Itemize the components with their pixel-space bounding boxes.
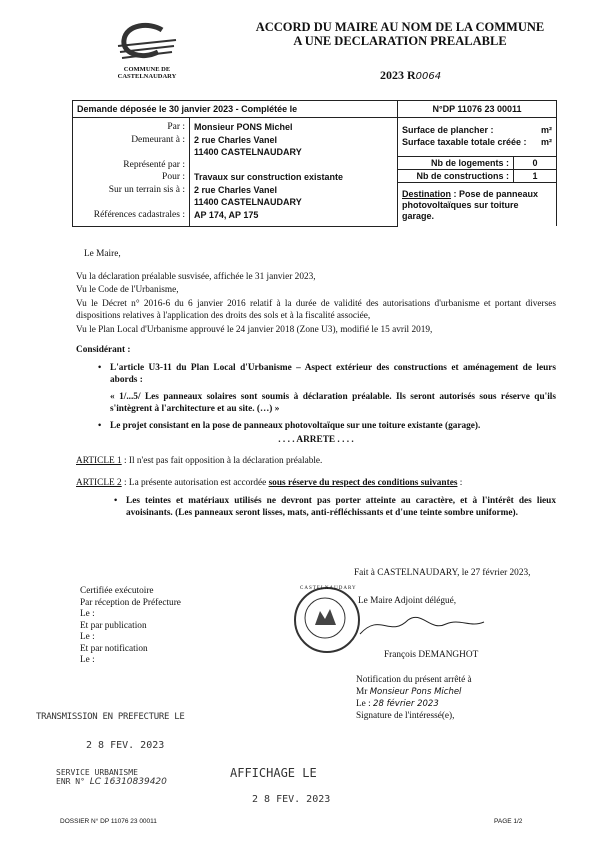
value-demeurant-street: 2 rue Charles Vanel: [194, 134, 278, 145]
value-represente: [194, 159, 393, 172]
notification-block: [356, 674, 472, 722]
article-2: [76, 477, 556, 490]
certif-le-2: Le :: [80, 632, 95, 642]
considerant: Considérant :: [76, 345, 131, 355]
certif-executoire: Certifiée exécutoire: [80, 586, 154, 596]
value-demeurant-city: 11400 CASTELNAUDARY: [194, 147, 302, 157]
vu-declaration: Vu la déclaration préalable susvisée, affichée le 31 janvier 2023,: [76, 271, 316, 282]
stamp-transmission: TRANSMISSION EN PREFECTURE LE: [36, 712, 185, 722]
surfaces-cell: [398, 118, 557, 227]
stamp-transmission-date: 2 8 FEV. 2023: [86, 740, 165, 751]
surfaces-table: [398, 124, 556, 148]
certif-publication: Et par publication: [80, 620, 147, 631]
nb-constructions-value: 1: [514, 170, 557, 183]
article-quote: « 1/...5/ Les panneaux solaires sont soumis à déclaration préalable. Ils seront autorisés sous réserve qu'ils s'intègrent à l'architecture et au site. (…) »: [110, 391, 556, 414]
demande-date: Demande déposée le 30 janvier 2023 - Complétée le: [73, 101, 398, 118]
nb-logements-label: Nb de logements :: [398, 157, 514, 170]
title-line1: ACCORD DU MAIRE AU NOM DE LA COMMUNE: [255, 20, 545, 34]
footer-dossier: DOSSIER N° DP 11076 23 00011: [60, 818, 157, 825]
label-references: Références cadastrales :: [93, 209, 185, 220]
maire-adjoint: Le Maire Adjoint délégué,: [358, 596, 457, 606]
value-references: AP 174, AP 175: [194, 209, 259, 220]
article-1-label: ARTICLE 1: [76, 455, 122, 466]
certification-block: [80, 586, 181, 667]
signatory-name: François DEMANGHOT: [384, 650, 479, 660]
destination: [398, 183, 556, 226]
commune-line2: CASTELNAUDARY: [117, 73, 177, 80]
vu-code: Vu le Code de l'Urbanisme,: [76, 285, 179, 295]
surface-plancher-label: Surface de plancher :: [402, 125, 494, 135]
le-maire: Le Maire,: [84, 249, 121, 259]
article-1: [76, 455, 556, 468]
seal-emblem-icon: [296, 589, 354, 647]
certif-le-3: Le :: [80, 655, 95, 665]
notification-mr: Mr: [356, 687, 368, 697]
considerant-projet: • Le projet consistant en la pose de panneaux photovoltaïque sur une toiture existante (garage).: [96, 420, 556, 433]
article-2-end: :: [457, 478, 463, 488]
article-2-conditions: sous réserve du respect des conditions suivantes: [268, 478, 458, 488]
stamp-enr-number: LC 16310839420: [89, 777, 167, 787]
values-cell: [190, 118, 398, 227]
decision-body: [76, 248, 556, 521]
label-demeurant: Demeurant à :: [131, 134, 185, 145]
certif-prefecture: Par réception de Préfecture: [80, 597, 181, 608]
considerant-article: • L'article U3-11 du Plan Local d'Urbanisme – Aspect extérieur des constructions et aménagement de leurs abords :: [96, 362, 556, 387]
surface-taxable: [398, 136, 556, 148]
notification-recipient: Monsieur Pons Michel: [369, 687, 462, 697]
article-2-label: ARTICLE 2: [76, 478, 122, 488]
surface-plancher-unit: m²: [541, 125, 552, 135]
application-table: [72, 100, 557, 227]
stamp-affichage: AFFICHAGE LE: [230, 766, 317, 780]
label-represente: Représenté par :: [123, 159, 185, 170]
surface-taxable-unit: m²: [541, 137, 552, 147]
nb-logements-value: 0: [514, 157, 557, 170]
decision-handwritten: 0064: [415, 71, 442, 82]
value-terrain-city: 11400 CASTELNAUDARY: [194, 197, 302, 207]
surface-taxable-label: Surface taxable totale créée :: [402, 137, 527, 147]
decision-prefix: 2023 R: [380, 68, 416, 82]
commune-line1: COMMUNE DE: [123, 66, 171, 73]
dossier-number: N°DP 11076 23 00011: [398, 101, 557, 118]
article-1-text: : Il n'est pas fait opposition à la déclaration préalable.: [121, 455, 323, 466]
decision-number: [380, 68, 441, 83]
title-line2: A UNE DECLARATION PREALABLE: [293, 34, 507, 48]
notification-line: Notification du présent arrêté à: [356, 675, 472, 685]
label-pour: Pour :: [162, 172, 185, 182]
stamp-affichage-date: 2 8 FEV. 2023: [252, 794, 331, 805]
article-2-text: : La présente autorisation est accordée: [121, 478, 269, 488]
condition-teintes: • Les teintes et matériaux utilisés ne devront pas porter atteinte au caractère, et à l'intérêt des lieux avoisinants. (Les panneaux seront lisses, mats, anti-réfléchissants et d'une teinte sombre uniforme).: [112, 495, 556, 520]
value-terrain-street: 2 rue Charles Vanel: [194, 184, 278, 195]
fait-a: Fait à CASTELNAUDARY, le 27 février 2023,: [354, 568, 531, 578]
notification-le: Le :: [356, 699, 371, 709]
mayor-signature: [350, 610, 490, 640]
counts-table: [398, 156, 556, 183]
commune-logo: [112, 22, 182, 72]
labels-cell: [73, 118, 190, 227]
vu-decret: Vu le Décret n° 2016-6 du 6 janvier 2016 relatif à la durée de validité des autorisations d'urbanisme et portant diverses dispositions relatives à l'application des droits des sols et à la fiscalité associée,: [76, 298, 556, 321]
footer-page: PAGE 1/2: [494, 818, 523, 825]
surface-plancher: [398, 124, 556, 136]
certif-le-1: Le :: [80, 609, 95, 619]
vu-plu: Vu le Plan Local d'Urbanisme approuvé le 24 janvier 2018 (Zone U3), modifié le 15 avril 2019,: [76, 324, 433, 335]
destination-text: : Pose de panneaux photovoltaïques sur toiture garage.: [402, 189, 539, 221]
certif-notification: Et par notification: [80, 643, 148, 654]
label-par: Par :: [167, 122, 185, 132]
label-terrain: Sur un terrain sis à :: [108, 184, 185, 195]
value-par: Monsieur PONS Michel: [194, 122, 293, 132]
value-pour: Travaux sur construction existante: [194, 172, 344, 182]
stamp-service: [56, 768, 167, 787]
commune-name: [112, 66, 182, 80]
document-title: [240, 20, 560, 48]
seal-text: CASTELNAUDARY: [300, 586, 357, 591]
nb-constructions-label: Nb de constructions :: [398, 170, 514, 183]
arrete-heading: . . . . ARRETE . . . .: [278, 435, 354, 445]
stamp-service-label: SERVICE URBANISME: [56, 768, 138, 777]
stamp-enr-label: ENR N°: [56, 777, 85, 786]
signature-interesse: Signature de l'intéressé(e),: [356, 711, 455, 721]
notification-date: 28 février 2023: [373, 699, 439, 709]
destination-label: Destination: [402, 189, 452, 199]
